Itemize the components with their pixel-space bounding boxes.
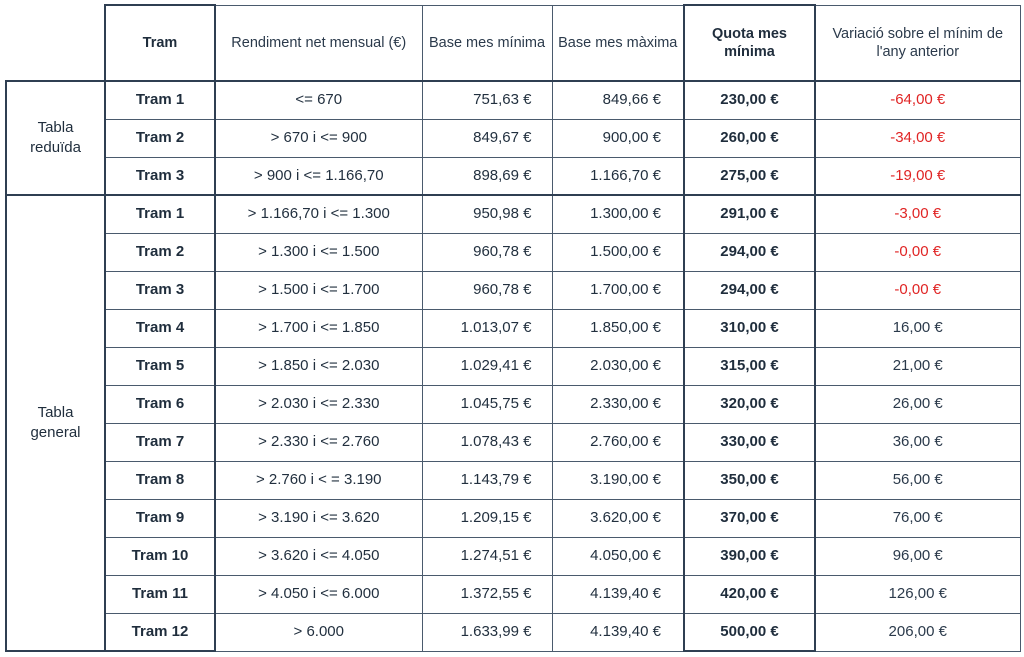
base-min-cell: 1.633,99 € (422, 613, 552, 651)
variacio-cell: -19,00 € (815, 157, 1020, 195)
variacio-cell: 76,00 € (815, 499, 1020, 537)
table-row (6, 575, 1020, 613)
base-min-cell: 1.372,55 € (422, 575, 552, 613)
base-min-cell: 1.274,51 € (422, 537, 552, 575)
quota-cell: 500,00 € (684, 613, 815, 651)
tram-cell: Tram 12 (105, 613, 215, 651)
rendiment-cell: > 1.500 i <= 1.700 (215, 271, 422, 309)
tram-cell: Tram 5 (105, 347, 215, 385)
tram-cell: Tram 1 (105, 81, 215, 119)
rendiment-cell: > 900 i <= 1.166,70 (215, 157, 422, 195)
quota-cell: 330,00 € (684, 423, 815, 461)
variacio-cell: 96,00 € (815, 537, 1020, 575)
tram-cell: Tram 3 (105, 157, 215, 195)
quota-cell: 260,00 € (684, 119, 815, 157)
header-row (6, 5, 1020, 81)
table-row (6, 461, 1020, 499)
quota-table (5, 4, 1021, 652)
base-min-cell: 1.143,79 € (422, 461, 552, 499)
quota-cell: 315,00 € (684, 347, 815, 385)
table-row (6, 119, 1020, 157)
rendiment-cell: > 4.050 i <= 6.000 (215, 575, 422, 613)
header-tram: Tram (105, 5, 215, 81)
tram-cell: Tram 7 (105, 423, 215, 461)
variacio-cell: -64,00 € (815, 81, 1020, 119)
rendiment-cell: > 1.166,70 i <= 1.300 (215, 195, 422, 233)
base-max-cell: 2.760,00 € (552, 423, 684, 461)
base-max-cell: 1.166,70 € (552, 157, 684, 195)
header-base-max: Base mes màxima (552, 5, 684, 81)
base-min-cell: 849,67 € (422, 119, 552, 157)
table-row (6, 347, 1020, 385)
rendiment-cell: > 2.330 i <= 2.760 (215, 423, 422, 461)
base-max-cell: 900,00 € (552, 119, 684, 157)
base-min-cell: 1.029,41 € (422, 347, 552, 385)
tram-cell: Tram 10 (105, 537, 215, 575)
base-max-cell: 3.190,00 € (552, 461, 684, 499)
rendiment-cell: > 6.000 (215, 613, 422, 651)
rendiment-cell: > 2.760 i < = 3.190 (215, 461, 422, 499)
variacio-cell: 206,00 € (815, 613, 1020, 651)
header-rendiment: Rendiment net mensual (€) (215, 5, 422, 81)
base-max-cell: 4.050,00 € (552, 537, 684, 575)
variacio-cell: -3,00 € (815, 195, 1020, 233)
quota-cell: 350,00 € (684, 461, 815, 499)
quota-cell: 230,00 € (684, 81, 815, 119)
table-row (6, 423, 1020, 461)
rendiment-cell: > 1.700 i <= 1.850 (215, 309, 422, 347)
quota-cell: 294,00 € (684, 233, 815, 271)
base-max-cell: 1.850,00 € (552, 309, 684, 347)
base-min-cell: 1.045,75 € (422, 385, 552, 423)
base-max-cell: 4.139,40 € (552, 613, 684, 651)
base-min-cell: 898,69 € (422, 157, 552, 195)
quota-cell: 310,00 € (684, 309, 815, 347)
table-row (6, 309, 1020, 347)
table-row (6, 195, 1020, 233)
base-max-cell: 4.139,40 € (552, 575, 684, 613)
base-min-cell: 1.209,15 € (422, 499, 552, 537)
base-min-cell: 960,78 € (422, 271, 552, 309)
rendiment-cell: <= 670 (215, 81, 422, 119)
variacio-cell: 36,00 € (815, 423, 1020, 461)
tram-cell: Tram 2 (105, 233, 215, 271)
base-min-cell: 751,63 € (422, 81, 552, 119)
tram-cell: Tram 9 (105, 499, 215, 537)
group-label-reduida: Tabla reduïda (6, 81, 105, 195)
variacio-cell: -0,00 € (815, 271, 1020, 309)
table-row (6, 81, 1020, 119)
header-quota: Quota mes mínima (684, 5, 815, 81)
quota-cell: 420,00 € (684, 575, 815, 613)
table-row (6, 613, 1020, 651)
tram-cell: Tram 11 (105, 575, 215, 613)
table-row (6, 537, 1020, 575)
base-min-cell: 1.013,07 € (422, 309, 552, 347)
table-row (6, 385, 1020, 423)
quota-cell: 390,00 € (684, 537, 815, 575)
base-max-cell: 3.620,00 € (552, 499, 684, 537)
base-min-cell: 1.078,43 € (422, 423, 552, 461)
table-row (6, 271, 1020, 309)
quota-cell: 291,00 € (684, 195, 815, 233)
group-label-general: Tabla general (6, 195, 105, 651)
base-max-cell: 1.300,00 € (552, 195, 684, 233)
variacio-cell: 21,00 € (815, 347, 1020, 385)
base-min-cell: 950,98 € (422, 195, 552, 233)
variacio-cell: -34,00 € (815, 119, 1020, 157)
tram-cell: Tram 6 (105, 385, 215, 423)
variacio-cell: 16,00 € (815, 309, 1020, 347)
base-max-cell: 2.330,00 € (552, 385, 684, 423)
rendiment-cell: > 3.620 i <= 4.050 (215, 537, 422, 575)
quota-cell: 370,00 € (684, 499, 815, 537)
tram-cell: Tram 3 (105, 271, 215, 309)
base-max-cell: 849,66 € (552, 81, 684, 119)
table-row (6, 157, 1020, 195)
base-min-cell: 960,78 € (422, 233, 552, 271)
rendiment-cell: > 3.190 i <= 3.620 (215, 499, 422, 537)
header-variacio: Variació sobre el mínim de l'any anterior (815, 5, 1020, 81)
tram-cell: Tram 1 (105, 195, 215, 233)
quota-cell: 320,00 € (684, 385, 815, 423)
table-row (6, 233, 1020, 271)
quota-cell: 294,00 € (684, 271, 815, 309)
tram-cell: Tram 4 (105, 309, 215, 347)
corner-cell (6, 5, 105, 81)
rendiment-cell: > 670 i <= 900 (215, 119, 422, 157)
variacio-cell: 126,00 € (815, 575, 1020, 613)
variacio-cell: 26,00 € (815, 385, 1020, 423)
rendiment-cell: > 2.030 i <= 2.330 (215, 385, 422, 423)
variacio-cell: 56,00 € (815, 461, 1020, 499)
base-max-cell: 1.500,00 € (552, 233, 684, 271)
header-base-min: Base mes mínima (422, 5, 552, 81)
rendiment-cell: > 1.300 i <= 1.500 (215, 233, 422, 271)
variacio-cell: -0,00 € (815, 233, 1020, 271)
table-row (6, 499, 1020, 537)
base-max-cell: 2.030,00 € (552, 347, 684, 385)
base-max-cell: 1.700,00 € (552, 271, 684, 309)
quota-cell: 275,00 € (684, 157, 815, 195)
tram-cell: Tram 8 (105, 461, 215, 499)
rendiment-cell: > 1.850 i <= 2.030 (215, 347, 422, 385)
tram-cell: Tram 2 (105, 119, 215, 157)
